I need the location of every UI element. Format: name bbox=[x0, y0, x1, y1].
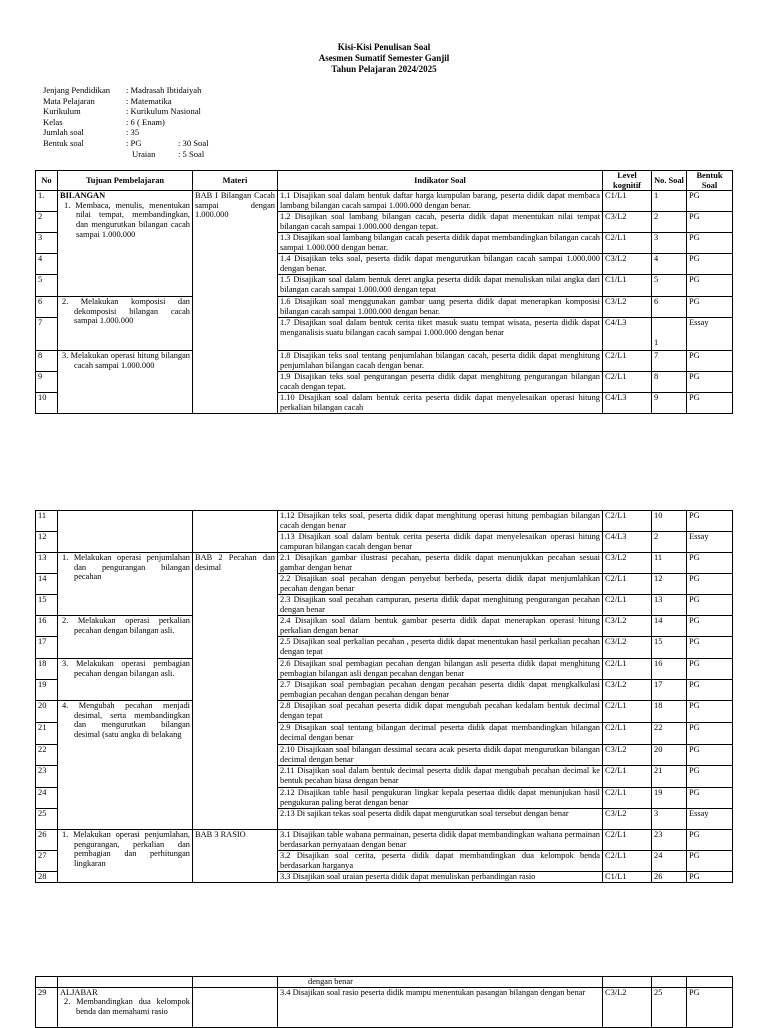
table-cell: 25 bbox=[652, 987, 687, 1027]
table-cell: 1.3 Disajikan soal lambang bilangan cacah peserta didik dapat membandingkan bilangan cacah sampai 1.000.000 dengan benar. bbox=[278, 233, 603, 254]
table-cell: 6 bbox=[652, 297, 687, 318]
table-cell: PG bbox=[687, 987, 733, 1027]
table-cell: 18 bbox=[652, 701, 687, 723]
table-cell: 1.9 Disajikan teks soal pengurangan peserta didik dapat menghitung pengurangan bilangan cacah dengan tepat. bbox=[278, 372, 603, 393]
table-cell: 24 bbox=[652, 851, 687, 872]
table-row bbox=[36, 977, 733, 988]
table-cell: 1. Melakukan operasi penjumlahan dan pengurangan bilangan pecahan bbox=[58, 553, 193, 616]
table-cell: 1.1 Disajikan soal dalam bentuk daftar harga kumpulan barang, peserta didik dapat membaca lambang bilangan cacah sampai 1.000.000 dengan benar. bbox=[278, 191, 603, 212]
title-line-1: Kisi-Kisi Penulisan Soal bbox=[337, 42, 431, 52]
table-cell bbox=[58, 511, 193, 553]
table-cell: 3. Melakukan operasi pembagian pecahan dengan bilangan asli. bbox=[58, 659, 193, 701]
table-cell: 3.2 Disajikan soal cerita, peserta didik dapat membandingkan dua kelompok benda berdasarkan harganya bbox=[278, 851, 603, 872]
table-cell: C4/L3 bbox=[603, 532, 652, 553]
table-cell: 2. Melakukan operasi perkalian pecahan dengan bilangan asli. bbox=[58, 616, 193, 659]
table-cell: 21 bbox=[652, 766, 687, 788]
table-cell: BILANGAN 1. Membaca, menulis, menentukan nilai tempat, membandingkan, dan mengurutkan bilangan cacah sampai 1.000.000 bbox=[58, 191, 193, 297]
table-cell: dengan benar bbox=[278, 977, 603, 988]
table-cell: 2 bbox=[36, 212, 58, 233]
table-cell: C1/L1 bbox=[603, 191, 652, 212]
table-cell: PG bbox=[687, 788, 733, 809]
table-cell: C2/L1 bbox=[603, 511, 652, 532]
table-cell: 2.13 Di sajikan tekas soal peserta didik dapat mengurutkan soal tersebut dengan benar bbox=[278, 809, 603, 830]
table-cell: 3. Melakukan operasi hitung bilangan cacah sampai 1.000.000 bbox=[58, 351, 193, 414]
table-cell: C3/L2 bbox=[603, 809, 652, 830]
table-cell: C2/L1 bbox=[603, 659, 652, 680]
table-cell: PG bbox=[687, 701, 733, 723]
table-cell: 1 bbox=[652, 191, 687, 212]
table-cell: C2/L1 bbox=[603, 233, 652, 254]
table-cell: 2.8 Disajikan soal pecahan peserta didik dapat mengubah pecahan kedalam bentuk decimal dengan tepat bbox=[278, 701, 603, 723]
table-cell: C1/L1 bbox=[603, 275, 652, 297]
table-cell: 4 bbox=[36, 254, 58, 275]
table-cell: C2/L1 bbox=[603, 788, 652, 809]
table-cell: 15 bbox=[36, 595, 58, 616]
table-cell: C2/L1 bbox=[603, 701, 652, 723]
table-cell: BAB 3 RASIO bbox=[193, 830, 278, 883]
table-cell: 2.7 Disajikan soal pembagian pecahan dengan pecahan peserta didik dapat mengkalkulasi pembagian pecahan dengan pecahan dengan benar bbox=[278, 680, 603, 701]
table-cell: 15 bbox=[652, 637, 687, 659]
table-cell: C2/L1 bbox=[603, 830, 652, 851]
table-cell bbox=[193, 977, 278, 988]
table-cell: 1. Melakukan operasi penjumlahan, pengurangan, perkalian dan pembagian dan perhitungan lingkaran bbox=[58, 830, 193, 883]
meta-row-bentuk: Bentuk soal : PG : 30 Soal Uraian : 5 Soal bbox=[43, 137, 209, 159]
table-cell: BAB 2 Pecahan dan desimal bbox=[193, 553, 278, 830]
table-row bbox=[36, 616, 733, 637]
table-cell: PG bbox=[687, 275, 733, 297]
table-cell: Essay bbox=[687, 532, 733, 553]
table-cell: C3/L2 bbox=[603, 212, 652, 233]
table-cell: PG bbox=[687, 254, 733, 275]
table-cell: PG bbox=[687, 233, 733, 254]
table-cell: 8 bbox=[652, 372, 687, 393]
table-cell: C3/L2 bbox=[603, 297, 652, 318]
meta-row: Kelas : 6 ( Enam) bbox=[43, 116, 165, 127]
table-cell: 7 bbox=[652, 351, 687, 372]
table-cell: C3/L2 bbox=[603, 637, 652, 659]
table-cell: PG bbox=[687, 511, 733, 532]
table-cell: 27 bbox=[36, 851, 58, 872]
table-cell: 5 bbox=[36, 275, 58, 297]
table-cell: 1.8 Disajikan teks soal tentang penjumlahan bilangan cacah, peserta didik dapat menghitung penjumlahan bilangan cacah dengan benar. bbox=[278, 351, 603, 372]
meta-row: Mata Pelajaran : Matematika bbox=[43, 95, 172, 106]
table-cell: PG bbox=[687, 553, 733, 574]
table-cell: PG bbox=[687, 393, 733, 414]
table-cell: 3 bbox=[652, 809, 687, 830]
column-header: Level kognitif bbox=[603, 171, 652, 191]
table-cell bbox=[603, 977, 652, 988]
table-cell: 9 bbox=[652, 393, 687, 414]
table-cell: PG bbox=[687, 745, 733, 766]
table-cell: 23 bbox=[652, 830, 687, 851]
table-cell: 2 bbox=[652, 532, 687, 553]
table-cell: 2.5 Disajikan soal perkalian pecahan , peserta didik dapat menentukan hasil perkalian pecahan dengan tepat bbox=[278, 637, 603, 659]
table-cell: 3 bbox=[36, 233, 58, 254]
table-row bbox=[36, 297, 733, 318]
grid-table-2 bbox=[35, 510, 733, 883]
table-cell bbox=[58, 977, 193, 988]
table-cell: 20 bbox=[36, 701, 58, 723]
column-header: Tujuan Pembelajaran bbox=[58, 171, 193, 191]
table-cell: PG bbox=[687, 372, 733, 393]
table-cell: 1 bbox=[652, 318, 687, 351]
table-cell: 2.1 Disajikan gambar ilustrasi pecahan, peserta didik dapat menunjukkan pecahan sesuai gambar dengan benar bbox=[278, 553, 603, 574]
table-cell: PG bbox=[687, 766, 733, 788]
table-cell: 2. Melakukan komposisi dan dekomposisi bilangan cacah sampai 1.000.000 bbox=[58, 297, 193, 351]
meta-row: Kurikulum : Kurikulum Nasional bbox=[43, 106, 201, 117]
table-cell: 17 bbox=[36, 637, 58, 659]
table-cell: 2.10 Disajikaan soal bilangan dessimal secara acak peserta didik dapat mengurutkan bilangan decimal dengan benar bbox=[278, 745, 603, 766]
table-cell: PG bbox=[687, 659, 733, 680]
table-cell: 2.12 Disajikan table hasil pengukuran lingkar kepala pesertaa didik dapat menunjukan hasil pengukuran paling berat dengan benar bbox=[278, 788, 603, 809]
header-row bbox=[36, 171, 733, 191]
table-cell: C2/L1 bbox=[603, 723, 652, 745]
table-cell: Essay bbox=[687, 318, 733, 351]
table-cell: 10 bbox=[652, 511, 687, 532]
table-cell: 26 bbox=[652, 872, 687, 883]
table-cell: 25 bbox=[36, 809, 58, 830]
table-row bbox=[36, 553, 733, 574]
table-cell: 1.2 Disajikan soal lambang bilangan cacah, peserta didik dapat menentukan nilai tempat bilangan cacah sampai 1.000.000 dengan tepat. bbox=[278, 212, 603, 233]
table-cell bbox=[193, 987, 278, 1027]
table-cell: 22 bbox=[652, 723, 687, 745]
table-cell: PG bbox=[687, 574, 733, 595]
table-cell: BAB I Bilangan Cacah sampai dengan 1.000.000 bbox=[193, 191, 278, 414]
table-cell: 16 bbox=[36, 616, 58, 637]
grid-table-3 bbox=[35, 976, 733, 1028]
table-cell: PG bbox=[687, 212, 733, 233]
table-cell: 28 bbox=[36, 872, 58, 883]
table-cell: 6 bbox=[36, 297, 58, 318]
table-cell bbox=[36, 977, 58, 988]
table-row bbox=[36, 701, 733, 723]
table-cell: C3/L2 bbox=[603, 680, 652, 701]
table-cell: 26 bbox=[36, 830, 58, 851]
table-cell: C3/L2 bbox=[603, 745, 652, 766]
table-row bbox=[36, 830, 733, 851]
table-cell: 29 bbox=[36, 987, 58, 1027]
table-cell: PG bbox=[687, 637, 733, 659]
table-cell: PG bbox=[687, 830, 733, 851]
table-cell: 1.13 Disajikan soal dalam bentuk cerita peserta didik dapat menyelesaikan operasi hitung campuran bilangan cacah dengan benar bbox=[278, 532, 603, 553]
table-cell: C2/L1 bbox=[603, 574, 652, 595]
document-meta bbox=[43, 85, 209, 159]
table-cell: 2.3 Disajikan soal pecahan campuran, peserta didik dapat menghitung pengurangan pecahan dengan benar bbox=[278, 595, 603, 616]
table-cell: 19 bbox=[36, 680, 58, 701]
table-cell: PG bbox=[687, 872, 733, 883]
title-line-2: Asesmen Sumatif Semester Ganjil bbox=[318, 53, 450, 63]
table-cell: 4. Mengubah pecahan menjadi desimal, serta membandingkan dan mengurutkan bilangan desimal (satu angka di belakang bbox=[58, 701, 193, 830]
table-cell: 1.10 Disajikan soal dalam bentuk cerita peserta didik dapat menyelesaikan operasi hitung perkalian bilangan cacah bbox=[278, 393, 603, 414]
table-cell: 9 bbox=[36, 372, 58, 393]
table-cell: 2.9 Disajikan soal tentang bilangan decimal peserta didik dapat membandingkan bilangan decimal dengan benar bbox=[278, 723, 603, 745]
table-cell: 1.12 Disajikan teks soal, peserta didik dapat menghitung operasi hitung pembagian bilangan cacah dengan benar bbox=[278, 511, 603, 532]
column-header: Materi bbox=[193, 171, 278, 191]
meta-row: Jenjang Pendidikan : Madrasah Ibtidaiyah bbox=[43, 85, 202, 95]
table-cell: C3/L2 bbox=[603, 616, 652, 637]
table-cell: 11 bbox=[36, 511, 58, 532]
table-cell: 2 bbox=[652, 212, 687, 233]
table-cell: 11 bbox=[652, 553, 687, 574]
table-row bbox=[36, 351, 733, 372]
table-row bbox=[36, 191, 733, 212]
table-cell: PG bbox=[687, 351, 733, 372]
table-row bbox=[36, 987, 733, 1027]
table-cell: 3.4 Disajikan soal rasio peserta didik mampu menentukan pasangan bilangan dengan benar bbox=[278, 987, 603, 1027]
table-cell: 10 bbox=[36, 393, 58, 414]
table-cell: 13 bbox=[652, 595, 687, 616]
table-cell: PG bbox=[687, 595, 733, 616]
table-cell: PG bbox=[687, 616, 733, 637]
table-cell: C2/L1 bbox=[603, 351, 652, 372]
table-cell: PG bbox=[687, 723, 733, 745]
table-cell: 1.6 Disajikan soal menggunakan gambar uang peserta didik dapat menerapkan komposisi bilangan cacah sampai 1.000.000 dengan benar. bbox=[278, 297, 603, 318]
table-cell: 2.11 Disajikan soal dalam bentuk decimal peserta didik dapat mengubah pecahan decimal ke bentuk pecahan biasa dengan benar bbox=[278, 766, 603, 788]
column-header: No bbox=[36, 171, 58, 191]
table-cell: 1.4 Disajikan teks soal, peserta didik dapat mengurutkan bilangan cacah sampai 1.000.000 dengan benar. bbox=[278, 254, 603, 275]
table-cell: C3/L2 bbox=[603, 987, 652, 1027]
table-cell: 1.5 Disajikan soal dalam bentuk deret angka peserta didik dapat menuliskan nilai angka dari bilangan cacah sampai 1.000.000 dengan tepat bbox=[278, 275, 603, 297]
table-cell: 12 bbox=[36, 532, 58, 553]
table-cell: 16 bbox=[652, 659, 687, 680]
table-cell: C4/L3 bbox=[603, 393, 652, 414]
table-cell: 19 bbox=[652, 788, 687, 809]
table-cell: ALJABAR 2. Membandingkan dua kelompok benda dan memahami rasio bbox=[58, 987, 193, 1027]
table-cell: 2.4 Disajikan soal dalam bentuk gambar peserta didik dapat menerapkan operasi hitung perkalian dengan benar bbox=[278, 616, 603, 637]
table-cell: 22 bbox=[36, 745, 58, 766]
table-cell: PG bbox=[687, 297, 733, 318]
table-cell: 7 bbox=[36, 318, 58, 351]
table-cell bbox=[687, 977, 733, 988]
table-row bbox=[36, 511, 733, 532]
table-cell: 2.6 Disajikan soal pembagian pecahan dengan bilangan asli peserta didik dapat menghitung pembagian bilangan asli dengan pecahan dengan benar bbox=[278, 659, 603, 680]
table-cell: C3/L2 bbox=[603, 553, 652, 574]
table-cell: C2/L1 bbox=[603, 595, 652, 616]
table-cell: 14 bbox=[652, 616, 687, 637]
table-cell: 23 bbox=[36, 766, 58, 788]
table-cell: C2/L1 bbox=[603, 372, 652, 393]
table-cell: 5 bbox=[652, 275, 687, 297]
title-line-3: Tahun Pelajaran 2024/2025 bbox=[331, 64, 437, 74]
table-cell: 21 bbox=[36, 723, 58, 745]
table-cell: 14 bbox=[36, 574, 58, 595]
table-cell: 8 bbox=[36, 351, 58, 372]
table-cell: Essay bbox=[687, 809, 733, 830]
table-cell: 18 bbox=[36, 659, 58, 680]
table-cell: C4/L3 bbox=[603, 318, 652, 351]
table-cell: C2/L1 bbox=[603, 766, 652, 788]
table-cell: 3.3 Disajikan soal uraian peserta didik dapat menuliskan perbandingan rasio bbox=[278, 872, 603, 883]
table-cell: PG bbox=[687, 680, 733, 701]
table-cell bbox=[652, 977, 687, 988]
table-cell: 24 bbox=[36, 788, 58, 809]
column-header: No. Soal bbox=[652, 171, 687, 191]
table-cell: 2.2 Disajikan soal pecahan dengan penyebut berbeda, peserta didik dapat menjumlahkan pecahan dengan benar bbox=[278, 574, 603, 595]
table-cell: 3 bbox=[652, 233, 687, 254]
table-cell: 17 bbox=[652, 680, 687, 701]
table-cell: 3.1 Disajikan table wahana permainan, peserta didik dapat membandingkan wahana permainan berdasarkan pernyataan dengan benar bbox=[278, 830, 603, 851]
table-cell: 1.7 Disajikan soal dalam bentuk cerita tiket masuk suatu tempat wisata, peserta didik dapat menganalisis suatu bilangan cacah sampai 1.000.000 dengan benar bbox=[278, 318, 603, 351]
table-cell: C2/L1 bbox=[603, 851, 652, 872]
table-cell: 1. bbox=[36, 191, 58, 212]
table-cell: C1/L1 bbox=[603, 872, 652, 883]
table-cell bbox=[193, 511, 278, 553]
table-row bbox=[36, 659, 733, 680]
table-cell: PG bbox=[687, 191, 733, 212]
column-header: Indikator Soal bbox=[278, 171, 603, 191]
document-title bbox=[0, 42, 768, 75]
table-cell: 20 bbox=[652, 745, 687, 766]
table-cell: 12 bbox=[652, 574, 687, 595]
table-cell: 4 bbox=[652, 254, 687, 275]
table-cell: C3/L2 bbox=[603, 254, 652, 275]
table-cell: 13 bbox=[36, 553, 58, 574]
column-header: Bentuk Soal bbox=[687, 171, 733, 191]
grid-table-1 bbox=[35, 170, 733, 414]
meta-row: Jumlah soal : 35 bbox=[43, 127, 140, 138]
table-cell: PG bbox=[687, 851, 733, 872]
